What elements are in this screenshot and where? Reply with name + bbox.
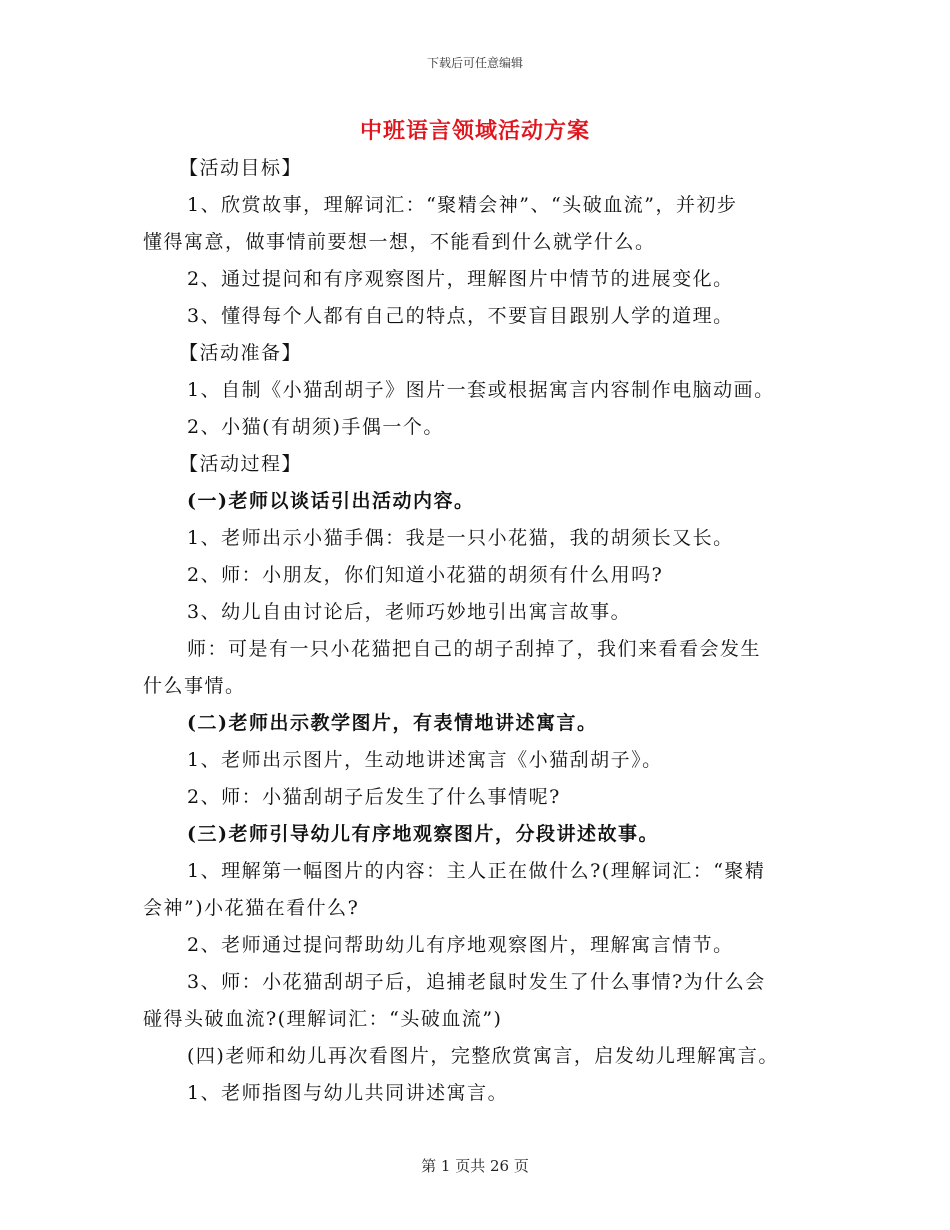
page-footer: 第 1 页共 26 页 [421,1157,529,1175]
paragraph-line: 会神”)小花猫在看什么? [143,897,360,919]
paragraph-line: 1、老师出示小猫手偶：我是一只小花猫，我的胡须长又长。 [187,527,734,549]
paragraph-line: 1、欣赏故事，理解词汇：“聚精会神”、“头破血流”，并初步 [187,194,738,216]
subheading-step-3: (三)老师引导幼儿有序地观察图片，分段讲述故事。 [187,823,659,845]
document-title: 中班语言领域活动方案 [359,118,590,144]
section-heading-preparation: 【活动准备】 [179,342,303,364]
paragraph-line: 3、幼儿自由讨论后，老师巧妙地引出寓言故事。 [187,601,632,623]
paragraph-line: 2、师：小朋友，你们知道小花猫的胡须有什么用吗? [187,564,664,586]
paragraph-line: 1、理解第一幅图片的内容：主人正在做什么?(理解词汇：“聚精 [187,860,766,882]
document-body [143,150,813,1112]
paragraph-line: 1、自制《小猫刮胡子》图片一套或根据寓言内容制作电脑动画。 [187,379,775,401]
subheading-step-2: (二)老师出示教学图片，有表情地讲述寓言。 [187,712,598,734]
paragraph-line: 2、师：小猫刮胡子后发生了什么事情呢? [187,786,561,808]
section-heading-process: 【活动过程】 [179,453,303,475]
subheading-step-4: (四)老师和幼儿再次看图片，完整欣赏寓言，启发幼儿理解寓言。 [187,1045,779,1067]
paragraph-line: 2、老师通过提问帮助幼儿有序地观察图片，理解寓言情节。 [187,934,734,956]
paragraph-line: 懂得寓意，做事情前要想一想，不能看到什么就学什么。 [143,231,656,253]
paragraph-line: 1、老师指图与幼儿共同讲述寓言。 [187,1082,509,1104]
paragraph-line: 2、小猫(有胡须)手偶一个。 [187,416,444,438]
subheading-step-1: (一)老师以谈话引出活动内容。 [187,490,475,512]
paragraph-line: 2、通过提问和有序观察图片，理解图片中情节的进展变化。 [187,268,734,290]
paragraph-line: 3、懂得每个人都有自己的特点，不要盲目跟别人学的道理。 [187,305,734,327]
paragraph-line: 师：可是有一只小花猫把自己的胡子刮掉了，我们来看看会发生 [187,638,762,660]
paragraph-line: 1、老师出示图片，生动地讲述寓言《小猫刮胡子》。 [187,749,663,771]
paragraph-line: 3、师：小花猫刮胡子后，追捕老鼠时发生了什么事情?为什么会 [187,971,766,993]
section-heading-goals: 【活动目标】 [179,157,303,179]
paragraph-line: 什么事情。 [143,675,246,697]
paragraph-line: 碰得头破血流?(理解词汇：“头破血流”) [143,1008,503,1030]
header-note: 下载后可任意编辑 [426,56,523,70]
